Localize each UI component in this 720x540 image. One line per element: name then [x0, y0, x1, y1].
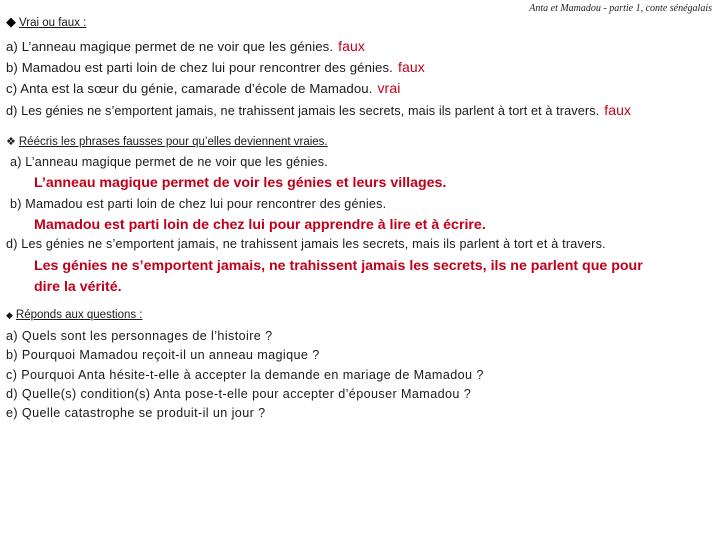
- vf-answer: faux: [338, 38, 366, 54]
- question-a: a) Quels sont les personnages de l’histoire ?: [6, 329, 273, 343]
- four-diamond-bullet-icon: ❖: [6, 136, 16, 148]
- vf-item-text: c) Anta est la sœur du génie, camarade d’école de Mamadou.: [6, 81, 373, 96]
- diamond-bullet-icon: ◆: [6, 14, 16, 29]
- section-title-text: Réponds aux questions :: [15, 309, 143, 321]
- rewrite-correction-b: Mamadou est parti loin de chez lui pour apprendre à lire et à écrire.: [34, 217, 486, 233]
- vf-item-c: [6, 80, 400, 96]
- vf-item-a: [6, 38, 365, 54]
- page-header: Anta et Mamadou - partie 1, conte sénégalais: [529, 3, 712, 14]
- question-e: e) Quelle catastrophe se produit-il un jour ?: [6, 406, 266, 420]
- vf-item-d: [6, 102, 631, 118]
- section-vrai-faux-title: [6, 14, 86, 30]
- rewrite-correction-d-line1: Les génies ne s’emportent jamais, ne trahissent jamais les secrets, ils ne parlent que pour: [34, 258, 643, 274]
- rewrite-original-b: b) Mamadou est parti loin de chez lui pour rencontrer des génies.: [10, 197, 387, 211]
- section-title-text: Réécris les phrases fausses pour qu’elles deviennent vraies.: [18, 136, 328, 148]
- vf-item-text: d) Les génies ne s’emportent jamais, ne trahissent jamais les secrets, mais ils parlent à tort et à travers.: [6, 104, 600, 118]
- section-questions-title: [6, 309, 143, 321]
- vf-item-text: a) L’anneau magique permet de ne voir que les génies.: [6, 39, 334, 54]
- vf-answer: faux: [397, 59, 425, 75]
- question-d: d) Quelle(s) condition(s) Anta pose-t-elle pour accepter d’épouser Mamadou ?: [6, 387, 472, 401]
- rewrite-original-d: d) Les génies ne s’emportent jamais, ne trahissent jamais les secrets, mais ils parlent à tort et à travers.: [6, 237, 606, 251]
- rewrite-original-a: a) L’anneau magique permet de ne voir que les génies.: [10, 155, 328, 169]
- question-b: b) Pourquoi Mamadou reçoit-il un anneau magique ?: [6, 348, 320, 362]
- small-diamond-bullet-icon: ◆: [6, 310, 13, 320]
- rewrite-correction-d-line2: dire la vérité.: [34, 279, 122, 295]
- vf-answer: vrai: [377, 80, 401, 96]
- section-reecris-title: [6, 135, 328, 148]
- section-title-text: Vrai ou faux :: [19, 17, 87, 29]
- question-c: c) Pourquoi Anta hésite-t-elle à accepter la demande en mariage de Mamadou ?: [6, 368, 484, 382]
- vf-item-b: [6, 59, 425, 75]
- vf-answer: faux: [604, 102, 632, 118]
- rewrite-correction-a: L’anneau magique permet de voir les génies et leurs villages.: [34, 175, 447, 191]
- vf-item-text: b) Mamadou est parti loin de chez lui pour rencontrer des génies.: [6, 60, 393, 75]
